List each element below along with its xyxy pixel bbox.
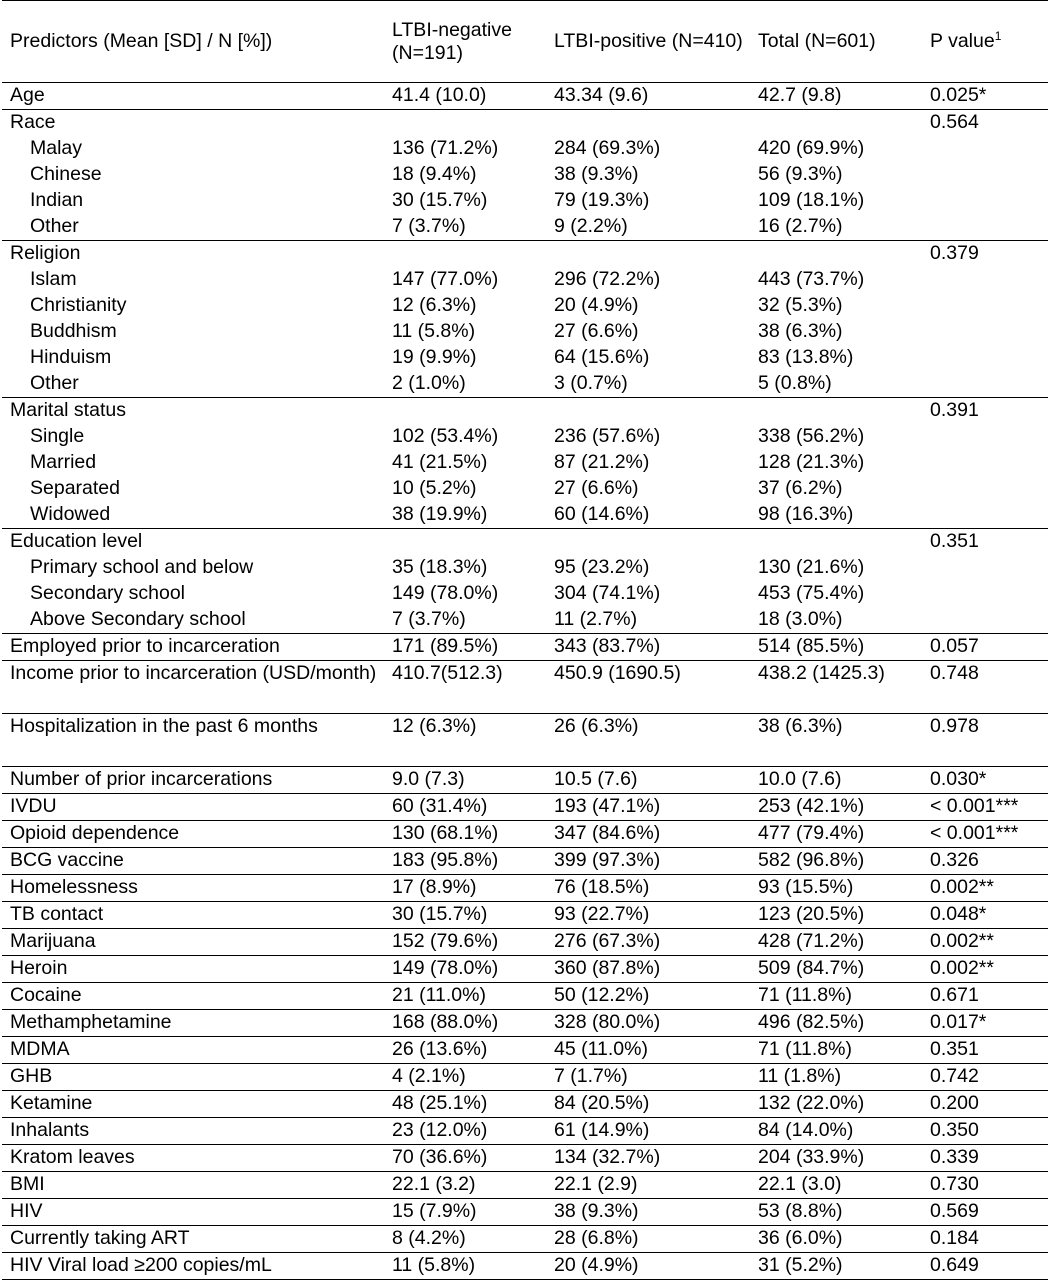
total-cell: 37 (6.2%) (758, 477, 843, 499)
ltbi-negative-cell (384, 529, 546, 556)
total-cell: 109 (18.1%) (758, 189, 865, 211)
p-value-cell: 0.002** (922, 956, 1048, 983)
ltbi-negative-cell (384, 241, 546, 268)
table-row (2, 476, 1048, 502)
ltbi-negative-cell: 30 (15.7%) (384, 902, 546, 929)
total-cell: 36 (6.0%) (750, 1226, 922, 1253)
total-cell: 83 (13.8%) (758, 346, 854, 368)
ltbi-positive-cell: 450.9 (1690.5) (546, 661, 750, 714)
total-cell: 32 (5.3%) (758, 294, 843, 316)
table-row (2, 83, 1048, 110)
total-cell: 338 (56.2%) (758, 425, 865, 447)
p-value-cell: 0.569 (922, 1199, 1048, 1226)
ltbi-positive-cell: 304 (74.1%) (554, 582, 661, 604)
table-row (2, 1064, 1048, 1091)
table-row (2, 956, 1048, 983)
ltbi-negative-cell: 7 (3.7%) (384, 214, 546, 241)
ltbi-negative-cell: 30 (15.7%) (392, 189, 488, 211)
ltbi-positive-cell: 328 (80.0%) (546, 1010, 750, 1037)
total-cell: 428 (71.2%) (750, 929, 922, 956)
table-row (2, 767, 1048, 794)
predictor-cell: GHB (2, 1064, 384, 1091)
total-cell: 10.0 (7.6) (750, 767, 922, 794)
ltbi-negative-cell: 11 (5.8%) (384, 1253, 546, 1280)
predictor-cell: Malay (30, 137, 83, 159)
table-row (2, 267, 1048, 293)
ltbi-positive-cell: 26 (6.3%) (546, 714, 750, 767)
p-value-cell: 0.649 (922, 1253, 1048, 1280)
ltbi-negative-cell: 10 (5.2%) (392, 477, 477, 499)
table-row (2, 875, 1048, 902)
ltbi-negative-cell: 48 (25.1%) (384, 1091, 546, 1118)
ltbi-positive-cell: 10.5 (7.6) (546, 767, 750, 794)
total-cell: 443 (73.7%) (758, 268, 865, 290)
total-cell: 22.1 (3.0) (750, 1172, 922, 1199)
table-row (2, 581, 1048, 607)
table-row (2, 1118, 1048, 1145)
predictor-cell: Cocaine (2, 983, 384, 1010)
ltbi-positive-cell: 50 (12.2%) (546, 983, 750, 1010)
predictor-cell: Marijuana (2, 929, 384, 956)
p-value-cell (922, 607, 1048, 634)
ltbi-negative-cell: 2 (1.0%) (384, 371, 546, 398)
predictor-cell: IVDU (2, 794, 384, 821)
predictor-cell: Religion (10, 242, 81, 264)
p-value-cell (922, 502, 1048, 529)
ltbi-negative-cell: 41 (21.5%) (392, 451, 488, 473)
p-value-cell: 0.351 (922, 1037, 1048, 1064)
total-cell: 84 (14.0%) (750, 1118, 922, 1145)
ltbi-positive-cell: 28 (6.8%) (546, 1226, 750, 1253)
table-row (2, 136, 1048, 162)
total-cell: 98 (16.3%) (750, 502, 922, 529)
predictor-cell: Ketamine (2, 1091, 384, 1118)
table-row (2, 821, 1048, 848)
predictor-cell: Secondary school (30, 582, 186, 604)
table-body (2, 83, 1048, 1280)
total-cell: 420 (69.9%) (758, 137, 865, 159)
total-cell: 128 (21.3%) (758, 451, 865, 473)
ltbi-positive-cell: 343 (83.7%) (546, 634, 750, 661)
predictor-cell: Above Secondary school (2, 607, 384, 634)
total-cell: 42.7 (9.8) (750, 83, 922, 110)
predictor-cell: Income prior to incarceration (USD/month) (2, 661, 384, 714)
p-value-cell: 0.742 (922, 1064, 1048, 1091)
p-value-cell: 0.748 (922, 661, 1048, 714)
table-row (2, 661, 1048, 714)
ltbi-negative-cell: 102 (53.4%) (392, 425, 499, 447)
ltbi-positive-cell: 20 (4.9%) (546, 1253, 750, 1280)
total-cell: 71 (11.8%) (750, 1037, 922, 1064)
table-row (2, 241, 1048, 268)
total-cell (750, 241, 922, 268)
ltbi-negative-cell: 18 (9.4%) (392, 163, 477, 185)
predictor-cell: Other (2, 214, 384, 241)
table-row (2, 1199, 1048, 1226)
p-value-cell: 0.200 (922, 1091, 1048, 1118)
ltbi-positive-cell: 399 (97.3%) (546, 848, 750, 875)
ltbi-positive-cell: 38 (9.3%) (554, 163, 639, 185)
predictor-cell: Heroin (2, 956, 384, 983)
ltbi-negative-cell (384, 398, 546, 425)
p-value-cell (922, 214, 1048, 241)
table-row (2, 1172, 1048, 1199)
p-value-cell: 0.025* (922, 83, 1048, 110)
ltbi-positive-cell (546, 241, 750, 268)
total-cell: 11 (1.8%) (750, 1064, 922, 1091)
p-value-cell: 0.057 (922, 634, 1048, 661)
predictor-cell: Islam (30, 268, 77, 290)
ltbi-positive-cell: 236 (57.6%) (554, 425, 661, 447)
table-row (2, 293, 1048, 319)
ltbi-positive-cell: 3 (0.7%) (546, 371, 750, 398)
table-row (2, 214, 1048, 241)
ltbi-negative-cell: 9.0 (7.3) (384, 767, 546, 794)
ltbi-positive-cell: 27 (6.6%) (554, 477, 639, 499)
p-value-cell: 0.326 (922, 848, 1048, 875)
ltbi-positive-cell: 79 (19.3%) (554, 189, 650, 211)
total-cell: 582 (96.8%) (750, 848, 922, 875)
table-row (2, 162, 1048, 188)
table-row (2, 1091, 1048, 1118)
total-cell (750, 529, 922, 556)
ltbi-negative-cell: 7 (3.7%) (384, 607, 546, 634)
total-cell: 132 (22.0%) (750, 1091, 922, 1118)
table-row (2, 607, 1048, 634)
total-cell: 514 (85.5%) (750, 634, 922, 661)
ltbi-negative-cell: 130 (68.1%) (384, 821, 546, 848)
ltbi-positive-cell: 284 (69.3%) (554, 137, 661, 159)
predictor-cell: BMI (2, 1172, 384, 1199)
total-cell: 123 (20.5%) (750, 902, 922, 929)
ltbi-positive-cell: 276 (67.3%) (546, 929, 750, 956)
total-cell: 38 (6.3%) (750, 714, 922, 767)
table-row (2, 450, 1048, 476)
table-row (2, 983, 1048, 1010)
p-value-cell (922, 267, 1048, 293)
ltbi-negative-cell: 26 (13.6%) (384, 1037, 546, 1064)
ltbi-positive-cell: 9 (2.2%) (546, 214, 750, 241)
predictor-cell: Methamphetamine (2, 1010, 384, 1037)
ltbi-negative-cell: 8 (4.2%) (384, 1226, 546, 1253)
table-row (2, 371, 1048, 398)
predictor-cell: Number of prior incarcerations (2, 767, 384, 794)
p-value-cell (922, 345, 1048, 371)
predictor-cell: Indian (30, 189, 84, 211)
header-ltbi-negative: LTBI-negative (N=191) (384, 1, 546, 83)
total-cell: 31 (5.2%) (750, 1253, 922, 1280)
predictor-cell: Buddhism (30, 320, 117, 342)
total-cell: 130 (21.6%) (758, 556, 865, 578)
ltbi-positive-cell: 347 (84.6%) (546, 821, 750, 848)
p-value-cell: < 0.001*** (922, 821, 1048, 848)
p-value-cell (922, 293, 1048, 319)
ltbi-negative-cell: 4 (2.1%) (384, 1064, 546, 1091)
table-row (2, 188, 1048, 214)
p-value-cell: 0.978 (922, 714, 1048, 767)
total-cell: 453 (75.4%) (758, 582, 865, 604)
total-cell: 5 (0.8%) (750, 371, 922, 398)
p-value-cell: 0.671 (922, 983, 1048, 1010)
predictor-cell: Chinese (30, 163, 102, 185)
table-row (2, 714, 1048, 767)
ltbi-positive-cell: 11 (2.7%) (546, 607, 750, 634)
ltbi-positive-cell: 61 (14.9%) (546, 1118, 750, 1145)
ltbi-negative-cell: 12 (6.3%) (392, 294, 477, 316)
p-value-cell: 0.002** (922, 929, 1048, 956)
p-value-cell: 0.351 (930, 530, 979, 552)
table-row (2, 529, 1048, 556)
predictor-cell: HIV (2, 1199, 384, 1226)
predictor-cell: Primary school and below (30, 556, 254, 578)
p-value-cell (922, 371, 1048, 398)
table-row (2, 319, 1048, 345)
ltbi-negative-cell: 15 (7.9%) (384, 1199, 546, 1226)
ltbi-negative-cell: 41.4 (10.0) (384, 83, 546, 110)
ltbi-negative-cell: 11 (5.8%) (392, 320, 476, 342)
total-cell: 204 (33.9%) (750, 1145, 922, 1172)
ltbi-negative-cell: 38 (19.9%) (384, 502, 546, 529)
p-value-cell: 0.564 (930, 111, 979, 133)
table-row (2, 794, 1048, 821)
predictor-cell: MDMA (2, 1037, 384, 1064)
header-p-value (922, 1, 1048, 83)
predictor-cell: Christianity (30, 294, 127, 316)
predictor-cell: Married (30, 451, 97, 473)
total-cell: 53 (8.8%) (750, 1199, 922, 1226)
p-value-cell: < 0.001*** (922, 794, 1048, 821)
header-predictors: Predictors (Mean [SD] / N [%]) (2, 1, 384, 83)
header-p-value-footnote: 1 (994, 29, 1002, 43)
ltbi-positive-cell: 95 (23.2%) (554, 556, 650, 578)
predictor-cell: Age (2, 83, 384, 110)
ltbi-positive-cell: 43.34 (9.6) (546, 83, 750, 110)
predictor-cell: Single (30, 425, 85, 447)
total-cell: 18 (3.0%) (750, 607, 922, 634)
ltbi-negative-cell: 171 (89.5%) (384, 634, 546, 661)
total-cell: 93 (15.5%) (750, 875, 922, 902)
p-value-cell: 0.017* (922, 1010, 1048, 1037)
ltbi-negative-cell: 35 (18.3%) (392, 556, 488, 578)
total-cell: 56 (9.3%) (758, 163, 843, 185)
p-value-cell (922, 555, 1048, 581)
p-value-cell: 0.730 (922, 1172, 1048, 1199)
predictor-cell: Education level (10, 530, 143, 552)
ltbi-negative-cell: 22.1 (3.2) (384, 1172, 546, 1199)
ltbi-positive-cell: 360 (87.8%) (546, 956, 750, 983)
ltbi-positive-cell: 45 (11.0%) (546, 1037, 750, 1064)
ltbi-negative-cell: 183 (95.8%) (384, 848, 546, 875)
predictor-cell: Separated (30, 477, 120, 499)
p-value-cell (922, 319, 1048, 345)
table-row (2, 902, 1048, 929)
ltbi-negative-cell: 149 (78.0%) (392, 582, 499, 604)
ltbi-negative-cell: 23 (12.0%) (384, 1118, 546, 1145)
table-row (2, 110, 1048, 137)
table-row (2, 1037, 1048, 1064)
table-row (2, 502, 1048, 529)
ltbi-positive-cell (546, 110, 750, 137)
total-cell: 509 (84.7%) (750, 956, 922, 983)
table-row (2, 555, 1048, 581)
p-value-cell: 0.379 (930, 242, 979, 264)
ltbi-negative-cell: 152 (79.6%) (384, 929, 546, 956)
ltbi-positive-cell: 7 (1.7%) (546, 1064, 750, 1091)
p-value-cell (922, 424, 1048, 450)
header-ltbi-positive: LTBI-positive (N=410) (546, 1, 750, 83)
table-row (2, 1226, 1048, 1253)
p-value-cell (922, 188, 1048, 214)
ltbi-positive-cell: 134 (32.7%) (546, 1145, 750, 1172)
ltbi-negative-cell: 168 (88.0%) (384, 1010, 546, 1037)
ltbi-negative-cell: 410.7(512.3) (384, 661, 546, 714)
p-value-cell: 0.391 (930, 399, 979, 421)
table-row (2, 848, 1048, 875)
ltbi-positive-cell: 193 (47.1%) (546, 794, 750, 821)
ltbi-negative-cell: 149 (78.0%) (384, 956, 546, 983)
ltbi-positive-cell: 93 (22.7%) (546, 902, 750, 929)
p-value-cell (922, 136, 1048, 162)
p-value-cell: 0.184 (922, 1226, 1048, 1253)
predictor-cell: Widowed (2, 502, 384, 529)
table-row (2, 1253, 1048, 1280)
ltbi-positive-cell (546, 398, 750, 425)
p-value-cell: 0.048* (922, 902, 1048, 929)
ltbi-positive-cell: 296 (72.2%) (554, 268, 661, 290)
ltbi-negative-cell: 70 (36.6%) (384, 1145, 546, 1172)
p-value-cell (922, 476, 1048, 502)
ltbi-positive-cell: 27 (6.6%) (554, 320, 639, 342)
header-p-value-label: P value (930, 30, 995, 52)
p-value-cell (922, 450, 1048, 476)
ltbi-negative-cell (384, 110, 546, 137)
predictor-cell: Race (10, 111, 56, 133)
ltbi-positive-cell: 60 (14.6%) (546, 502, 750, 529)
predictor-cell: Hinduism (30, 346, 112, 368)
header-row (2, 1, 1048, 83)
table-row (2, 398, 1048, 425)
ltbi-positive-cell: 84 (20.5%) (546, 1091, 750, 1118)
ltbi-negative-cell: 60 (31.4%) (384, 794, 546, 821)
table-row (2, 424, 1048, 450)
ltbi-negative-cell: 12 (6.3%) (384, 714, 546, 767)
predictors-table (2, 0, 1048, 1280)
ltbi-positive-cell: 38 (9.3%) (546, 1199, 750, 1226)
predictor-cell: Other (2, 371, 384, 398)
ltbi-negative-cell: 21 (11.0%) (384, 983, 546, 1010)
total-cell: 16 (2.7%) (750, 214, 922, 241)
total-cell (750, 110, 922, 137)
p-value-cell (922, 581, 1048, 607)
ltbi-positive-cell: 87 (21.2%) (554, 451, 650, 473)
ltbi-negative-cell: 147 (77.0%) (392, 268, 499, 290)
ltbi-positive-cell: 22.1 (2.9) (546, 1172, 750, 1199)
predictor-cell: Hospitalization in the past 6 months (2, 714, 384, 767)
total-cell: 253 (42.1%) (750, 794, 922, 821)
table-row (2, 929, 1048, 956)
total-cell: 496 (82.5%) (750, 1010, 922, 1037)
p-value-cell (922, 162, 1048, 188)
header-total: Total (N=601) (750, 1, 922, 83)
ltbi-positive-cell (546, 529, 750, 556)
predictor-cell: Kratom leaves (2, 1145, 384, 1172)
table-row (2, 1010, 1048, 1037)
ltbi-positive-cell: 76 (18.5%) (546, 875, 750, 902)
table-row (2, 634, 1048, 661)
total-cell (750, 398, 922, 425)
predictor-cell: Opioid dependence (2, 821, 384, 848)
table-row (2, 345, 1048, 371)
ltbi-negative-cell: 17 (8.9%) (384, 875, 546, 902)
predictor-cell: Homelessness (2, 875, 384, 902)
predictor-cell: Employed prior to incarceration (2, 634, 384, 661)
predictor-cell: HIV Viral load ≥200 copies/mL (2, 1253, 384, 1280)
predictor-cell: Inhalants (2, 1118, 384, 1145)
predictor-cell: BCG vaccine (2, 848, 384, 875)
total-cell: 477 (79.4%) (750, 821, 922, 848)
ltbi-negative-cell: 136 (71.2%) (392, 137, 499, 159)
ltbi-positive-cell: 64 (15.6%) (554, 346, 650, 368)
table-row (2, 1145, 1048, 1172)
ltbi-positive-cell: 20 (4.9%) (554, 294, 639, 316)
p-value-cell: 0.350 (922, 1118, 1048, 1145)
predictor-cell: TB contact (2, 902, 384, 929)
predictor-cell: Currently taking ART (2, 1226, 384, 1253)
p-value-cell: 0.339 (922, 1145, 1048, 1172)
total-cell: 71 (11.8%) (750, 983, 922, 1010)
predictor-cell: Marital status (10, 399, 126, 421)
total-cell: 438.2 (1425.3) (750, 661, 922, 714)
p-value-cell: 0.002** (922, 875, 1048, 902)
p-value-cell: 0.030* (922, 767, 1048, 794)
total-cell: 38 (6.3%) (758, 320, 843, 342)
ltbi-negative-cell: 19 (9.9%) (392, 346, 477, 368)
